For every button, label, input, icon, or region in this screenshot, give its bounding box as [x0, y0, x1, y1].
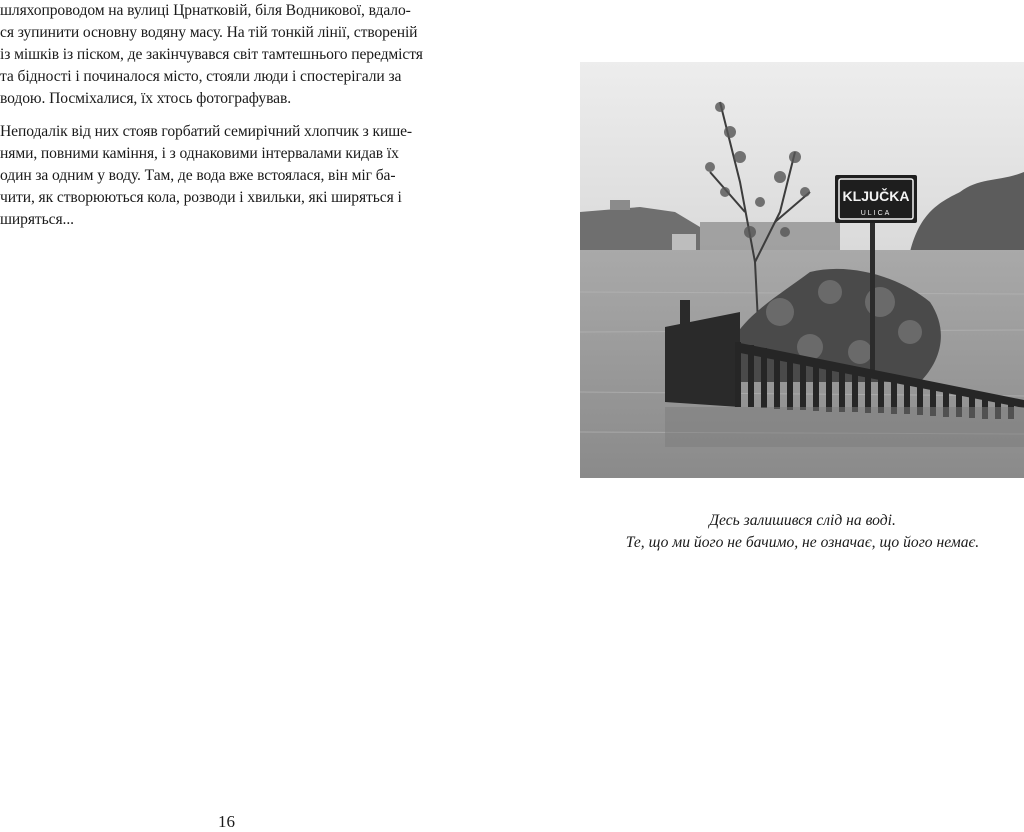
flood-photo-illustration	[580, 62, 1024, 478]
street-sign-name: KLJUČKA	[842, 188, 910, 204]
caption-line-1: Десь залишився слід на воді.	[709, 512, 896, 529]
caption-line-2: Те, що ми його не бачимо, не означає, що його немає.	[625, 534, 980, 551]
body-paragraph-1: шляхопроводом на вулиці Црнатковій, біля Водникової, вдало- ся зупинити основну водяну масу. На тій тонкій лінії, створеній із мішків із піском, де закінчувався світ тамтешнього передмістя та бідності і починалося місто, стояли люди і спостерігали за водою. Посміхалися, їх хтось фотографував.	[0, 2, 423, 107]
page-number: 16	[218, 812, 235, 831]
street-sign-subtext: ULICA	[860, 210, 892, 217]
photo-caption	[590, 510, 1015, 554]
body-paragraph-2: Неподалік від них стояв горбатий семирічний хлопчик з кише- нями, повними каміння, і з однаковими інтервалами кидав їх один за одним у воду. Там, де вода вже встоялася, він міг ба- чити, як створюються кола, розводи і хвильки, які ширяться і ширяться...	[0, 123, 413, 228]
flood-photo	[580, 62, 1024, 478]
